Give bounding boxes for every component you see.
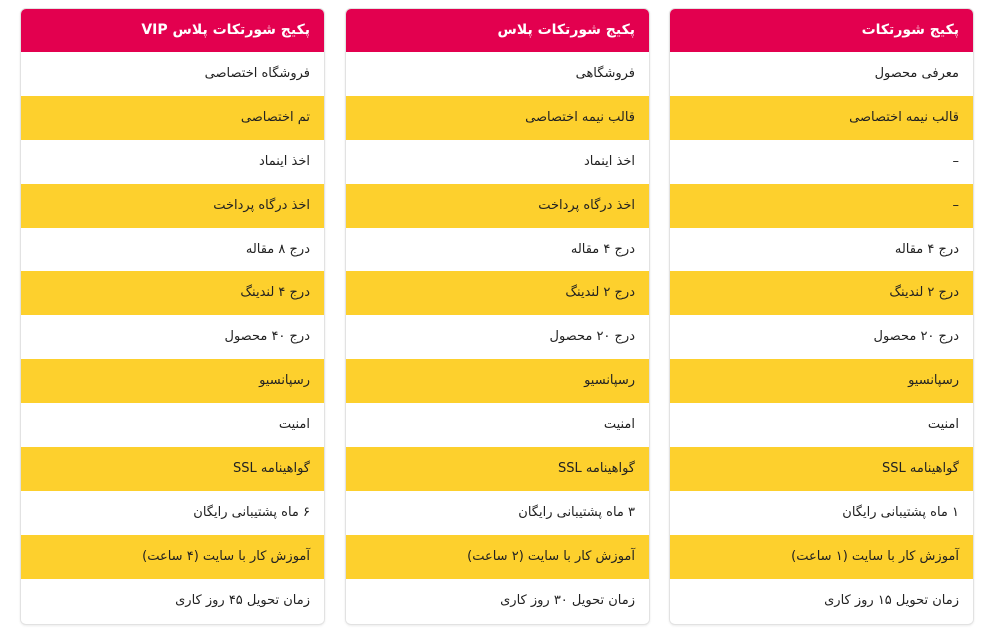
- feature-item: درج ۴ مقاله: [670, 228, 973, 272]
- feature-item: قالب نیمه اختصاصی: [346, 96, 649, 140]
- feature-item: آموزش کار با سایت (۲ ساعت): [346, 535, 649, 579]
- feature-list: [346, 52, 649, 623]
- feature-item: درج ۴ مقاله: [346, 228, 649, 272]
- feature-item: درج ۲ لندینگ: [346, 271, 649, 315]
- feature-item: امنیت: [670, 403, 973, 447]
- feature-item: رسپانسیو: [21, 359, 324, 403]
- feature-item: –: [670, 140, 973, 184]
- feature-item: فروشگاهی: [346, 52, 649, 96]
- package-title: پکیج شورتکات پلاس: [346, 9, 649, 52]
- feature-item: ۳ ماه پشتیبانی رایگان: [346, 491, 649, 535]
- feature-item: درج ۸ مقاله: [21, 228, 324, 272]
- package-card-plus: [345, 8, 650, 625]
- package-title: پکیج شورتکات پلاس VIP: [21, 9, 324, 52]
- feature-item: ۶ ماه پشتیبانی رایگان: [21, 491, 324, 535]
- pricing-table: [0, 8, 1000, 628]
- feature-item: اخذ اینماد: [21, 140, 324, 184]
- feature-list: [21, 52, 324, 623]
- feature-item: رسپانسیو: [670, 359, 973, 403]
- feature-item: گواهینامه SSL: [21, 447, 324, 491]
- feature-item: رسپانسیو: [346, 359, 649, 403]
- feature-item: زمان تحویل ۳۰ روز کاری: [346, 579, 649, 623]
- feature-item: آموزش کار با سایت (۴ ساعت): [21, 535, 324, 579]
- feature-item: درج ۲۰ محصول: [670, 315, 973, 359]
- feature-item: زمان تحویل ۴۵ روز کاری: [21, 579, 324, 623]
- feature-list: [670, 52, 973, 623]
- feature-item: درج ۲۰ محصول: [346, 315, 649, 359]
- feature-item: فروشگاه اختصاصی: [21, 52, 324, 96]
- feature-item: گواهینامه SSL: [670, 447, 973, 491]
- feature-item: ۱ ماه پشتیبانی رایگان: [670, 491, 973, 535]
- feature-item: گواهینامه SSL: [346, 447, 649, 491]
- package-title: پکیج شورتکات: [670, 9, 973, 52]
- feature-item: معرفی محصول: [670, 52, 973, 96]
- feature-item: درج ۴۰ محصول: [21, 315, 324, 359]
- package-card-basic: [669, 8, 974, 625]
- package-card-vip: [20, 8, 325, 625]
- feature-item: اخذ درگاه پرداخت: [21, 184, 324, 228]
- feature-item: اخذ اینماد: [346, 140, 649, 184]
- feature-item: درج ۲ لندینگ: [670, 271, 973, 315]
- feature-item: قالب نیمه اختصاصی: [670, 96, 973, 140]
- feature-item: امنیت: [346, 403, 649, 447]
- feature-item: امنیت: [21, 403, 324, 447]
- feature-item: درج ۴ لندینگ: [21, 271, 324, 315]
- feature-item: آموزش کار با سایت (۱ ساعت): [670, 535, 973, 579]
- feature-item: زمان تحویل ۱۵ روز کاری: [670, 579, 973, 623]
- feature-item: اخذ درگاه پرداخت: [346, 184, 649, 228]
- feature-item: تم اختصاصی: [21, 96, 324, 140]
- feature-item: –: [670, 184, 973, 228]
